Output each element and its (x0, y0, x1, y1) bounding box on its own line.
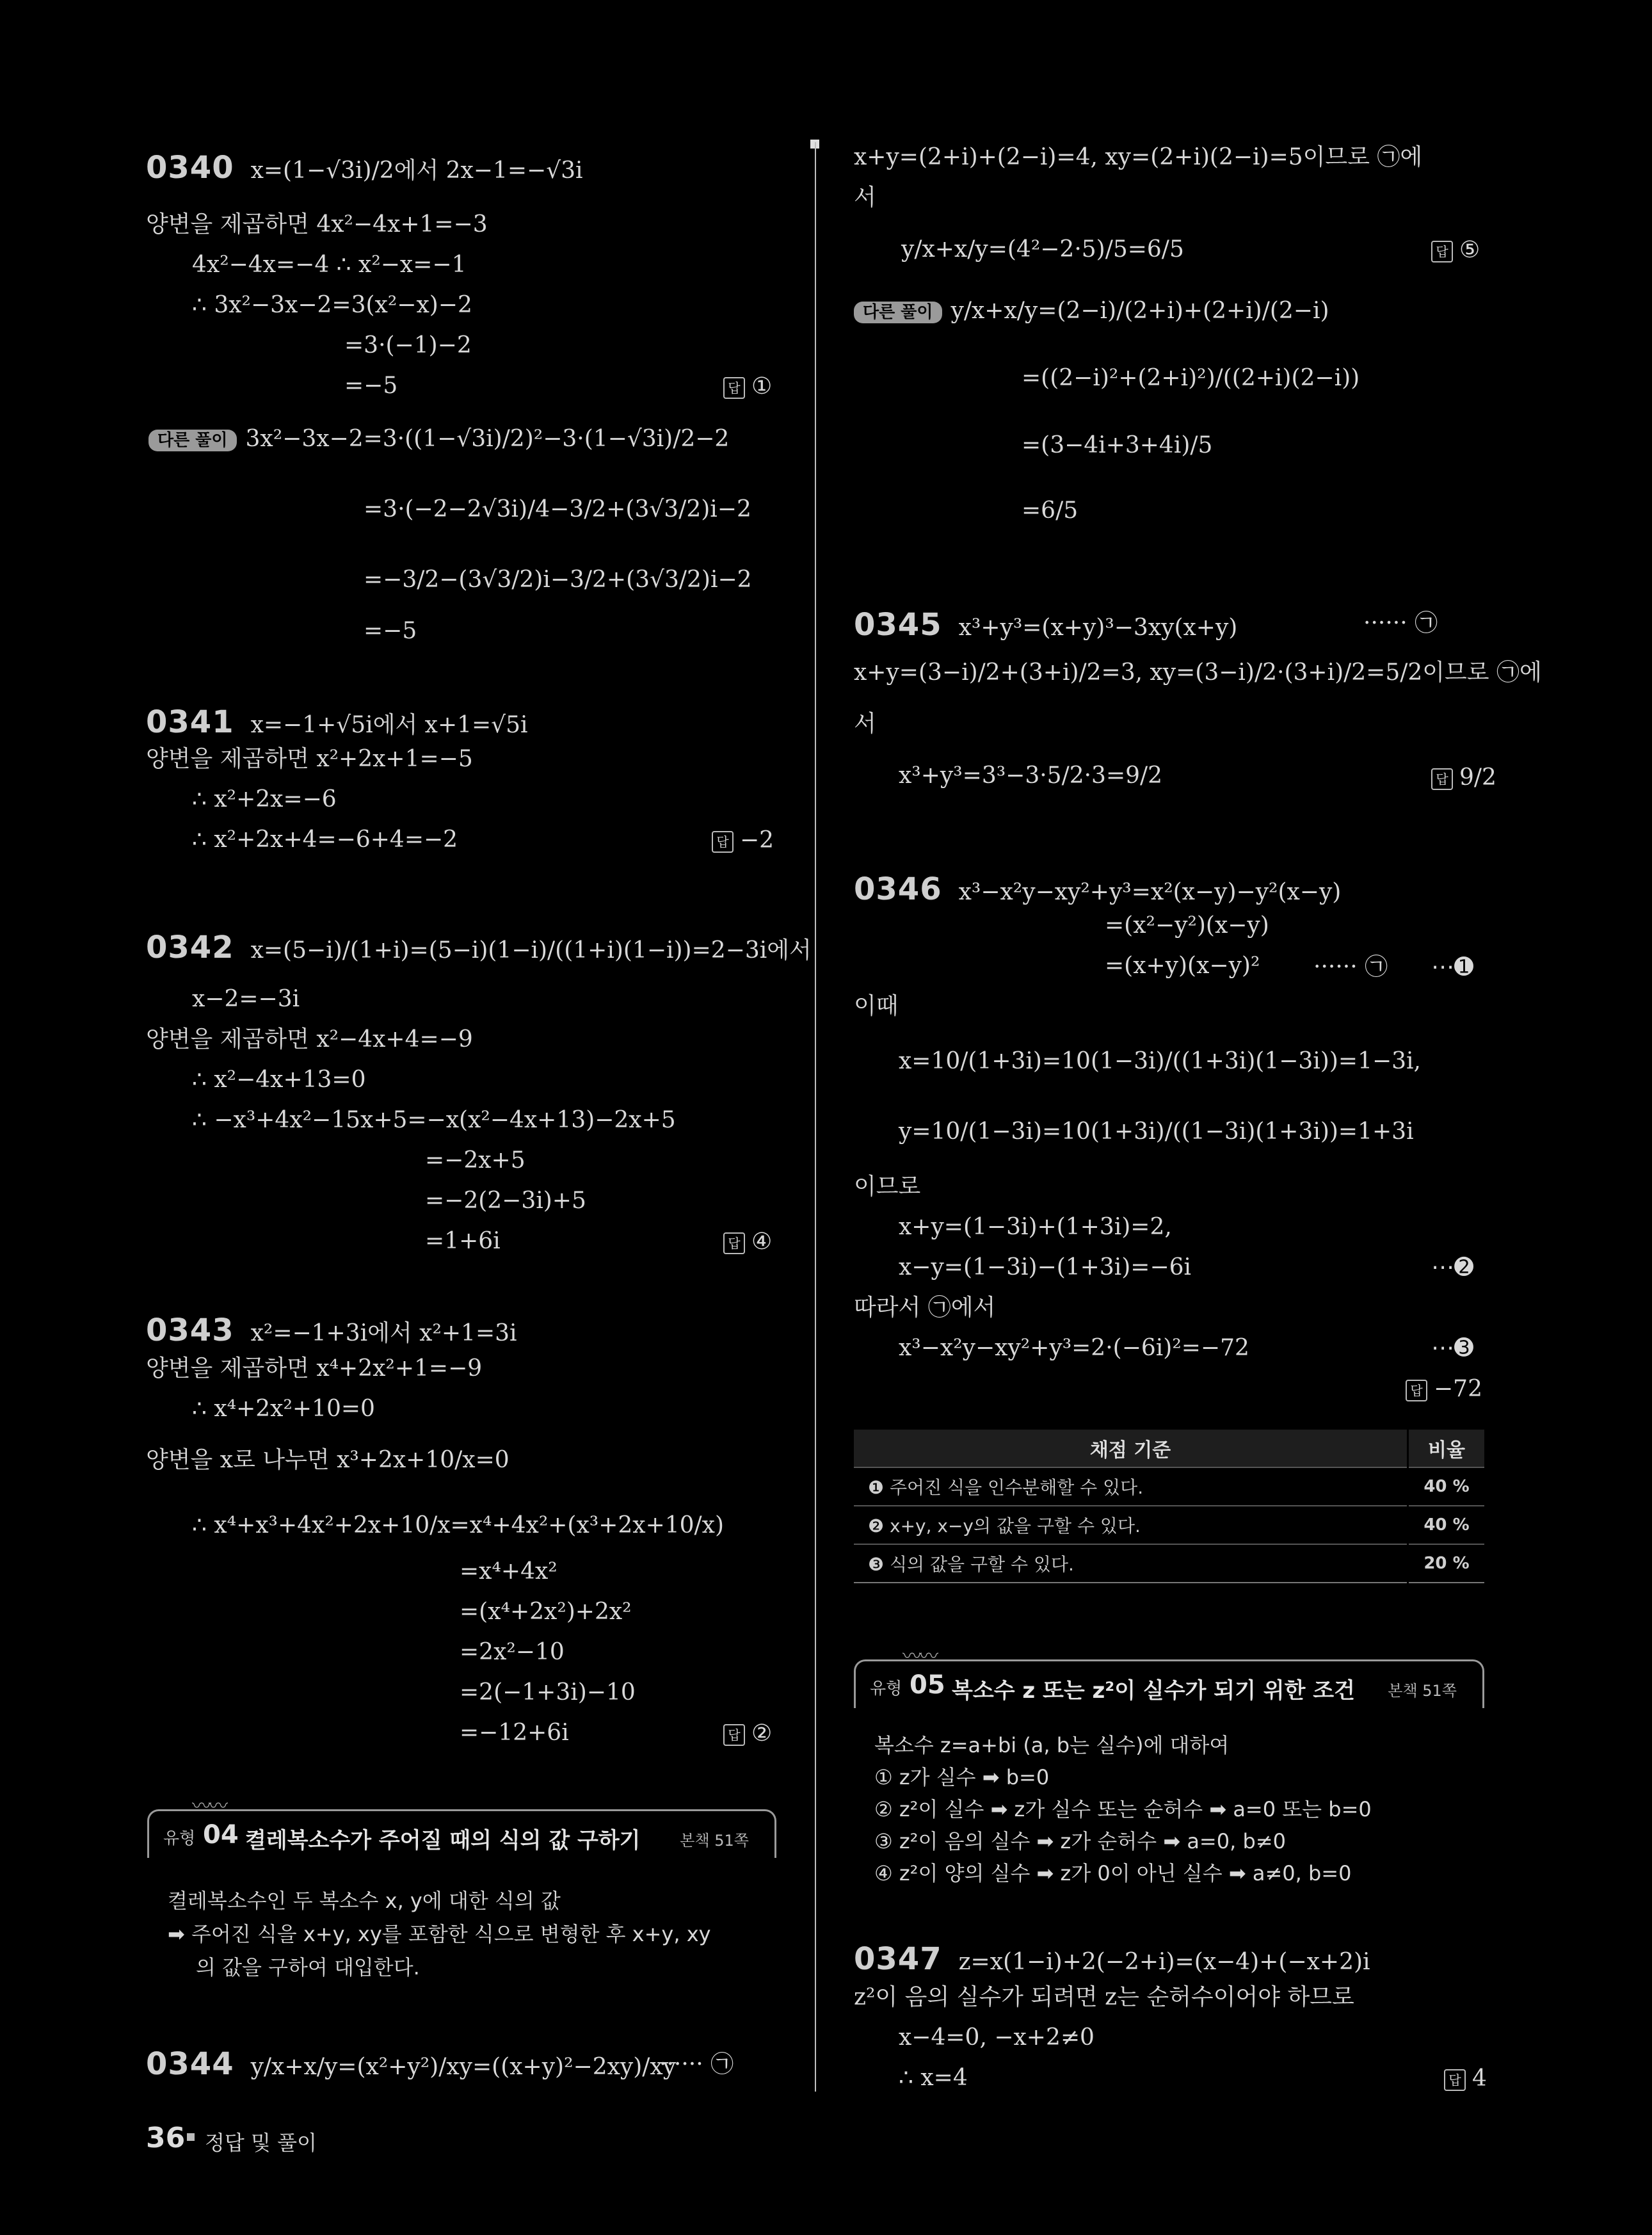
problem-0347-line1: 0347 z=x(1−i)+2(−2+i)=(x−4)+(−x+2)i (854, 1941, 1370, 1977)
p0344-alt3: =(3−4i+3+4i)/5 (1022, 432, 1213, 458)
type-04-box (147, 1809, 776, 1858)
grading-ratio: 40 % (1408, 1467, 1485, 1506)
problem-0342-line4: ∴ x²−4x+13=0 (192, 1067, 366, 1093)
problem-0340-line5: =3·(−1)−2 (344, 332, 472, 359)
grading-criterion: ❷ x+y, x−y의 값을 구할 수 있다. (854, 1506, 1408, 1544)
problem-0346-line10: 따라서 ㉠에서 (854, 1295, 996, 1321)
problem-0347-line2: z²이 음의 실수가 되려면 z는 순허수이어야 하므로 (854, 1984, 1354, 2010)
type-05-box (854, 1659, 1484, 1708)
problem-number: 0345 (854, 607, 942, 643)
answer-0347: 답 4 (1444, 2065, 1487, 2092)
problem-0347-line4: ∴ x=4 (899, 2065, 968, 2091)
type-reference: 본책 51쪽 (680, 1832, 749, 1850)
problem-number: 0347 (854, 1941, 942, 1977)
p0344-alt2: =((2−i)²+(2+i)²)/((2+i)(2−i)) (1022, 365, 1360, 391)
problem-0340-alt3: =−3/2−(3√3/2)i−3/2+(3√3/2)i−2 (364, 567, 752, 593)
problem-0345-line3: 서 (854, 711, 876, 737)
type-05-desc2: ① z가 실수 ➡ b=0 (874, 1765, 1050, 1789)
problem-0340-line4: ∴ 3x²−3x−2=3(x²−x)−2 (192, 292, 472, 318)
table-row (854, 1467, 1484, 1506)
problem-0342-line5: ∴ −x³+4x²−15x+5=−x(x²−4x+13)−2x+5 (192, 1107, 676, 1133)
problem-0342-line1: 0342 x=(5−i)/(1+i)=(5−i)(1−i)/((1+i)(1−i))=2−3i에서 (146, 930, 812, 965)
page-number: 36 (146, 2122, 186, 2154)
problem-number: 0343 (146, 1312, 234, 1348)
alt-solution-badge: 다른 풀이 (854, 302, 942, 323)
problem-0346-line3: =(x+y)(x−y)² (1105, 953, 1260, 979)
problem-number: 0340 (146, 150, 234, 186)
problem-0346-line4: 이때 (854, 993, 899, 1019)
grading-header-ratio: 비율 (1408, 1430, 1485, 1467)
answer-0343: 답 ② (723, 1720, 772, 1747)
type-title: 켤레복소수가 주어질 때의 식의 값 구하기 (245, 1828, 641, 1853)
problem-number: 0346 (854, 871, 942, 907)
problem-0346-line5: x=10/(1+3i)=10(1−3i)/((1+3i)(1−3i))=1−3i, (899, 1048, 1421, 1074)
answer-0340: 답 ① (723, 373, 772, 399)
answer-icon: 답 (1444, 2069, 1466, 2091)
answer-0341: 답 −2 (712, 827, 774, 853)
problem-0341-line3: ∴ x²+2x=−6 (192, 786, 337, 812)
problem-number: 0341 (146, 704, 234, 740)
type-04-desc1: 켤레복소수인 두 복소수 x, y에 대한 식의 값 (168, 1889, 561, 1913)
type-04-desc2: ➡ 주어진 식을 x+y, xy를 포함한 식으로 변형한 후 x+y, xy (168, 1922, 711, 1946)
type-number: 05 (910, 1670, 945, 1700)
problem-0345-mark: ······ ㉠ (1363, 610, 1438, 636)
problem-0346-line1: 0346 x³−x²y−xy²+y³=x²(x−y)−y²(x−y) (854, 871, 1342, 907)
p0344-alt4: =6/5 (1022, 497, 1079, 524)
type-04-desc3: 의 값을 구하여 대입한다. (196, 1955, 420, 1980)
answer-0344: 답 ⑤ (1431, 237, 1480, 263)
grading-table (854, 1430, 1484, 1583)
problem-0340-alt2: =3·(−2−2√3i)/4−3/2+(3√3/2)i−2 (364, 496, 751, 522)
answer-0345: 답 9/2 (1431, 764, 1496, 791)
grading-ratio: 20 % (1408, 1544, 1485, 1583)
grading-ratio: 40 % (1408, 1506, 1485, 1544)
table-row (854, 1506, 1484, 1544)
problem-0340-line6: =−5 (344, 373, 398, 399)
answer-icon: 답 (1431, 241, 1453, 262)
p0344-alt1: 다른 풀이 y/x+x/y=(2−i)/(2+i)+(2+i)/(2−i) (854, 300, 1329, 323)
problem-0340-alt4: =−5 (364, 618, 417, 644)
problem-0344-line1: 0344 y/x+x/y=(x²+y²)/xy=((x+y)²−2xy)/xy (146, 2046, 677, 2082)
grading-header-criteria: 채점 기준 (854, 1430, 1408, 1467)
grading-criterion: ❸ 식의 값을 구할 수 있다. (854, 1544, 1408, 1583)
problem-0345-line4: x³+y³=3³−3·5/2·3=9/2 (899, 762, 1163, 789)
problem-0343-line2: 양변을 제곱하면 x⁴+2x²+1=−9 (146, 1355, 483, 1382)
problem-0343-line8: =2x²−10 (460, 1639, 565, 1665)
problem-0342-line7: =−2(2−3i)+5 (425, 1188, 586, 1214)
step-2-marker: ⋯➋ (1431, 1254, 1474, 1280)
answer-icon: 답 (723, 1232, 745, 1254)
type-tag: 유형 (163, 1829, 196, 1848)
type-tag: 유형 (870, 1679, 902, 1698)
type-reference: 본책 51쪽 (1388, 1682, 1457, 1700)
answer-icon: 답 (1406, 1380, 1427, 1401)
problem-0341-line1: 0341 x=−1+√5i에서 x+1=√5i (146, 704, 528, 740)
problem-0343-line10: =−12+6i (460, 1720, 569, 1746)
problem-0346-line2: =(x²−y²)(x−y) (1105, 912, 1269, 939)
alt-solution-badge: 다른 풀이 (148, 430, 237, 451)
answer-icon: 답 (723, 377, 745, 399)
problem-number: 0344 (146, 2046, 234, 2082)
problem-0343-line3: ∴ x⁴+2x²+10=0 (192, 1396, 375, 1422)
problem-0343-line5: ∴ x⁴+x³+4x²+2x+10/x=x⁴+4x²+(x³+2x+10/x) (192, 1512, 725, 1538)
footer-square-icon (187, 2133, 195, 2141)
answer-icon: 답 (1431, 768, 1453, 790)
problem-0346-line9: x−y=(1−3i)−(1+3i)=−6i (899, 1254, 1192, 1280)
column-divider (815, 142, 816, 2092)
problem-0341-line4: ∴ x²+2x+4=−6+4=−2 (192, 827, 458, 853)
footer-label: 정답 및 풀이 (205, 2131, 317, 2155)
zigzag-icon: 〰〰 (192, 1795, 225, 1818)
problem-0342-line2: x−2=−3i (192, 986, 300, 1012)
problem-0343-line9: =2(−1+3i)−10 (460, 1679, 636, 1706)
answer-icon: 답 (712, 831, 734, 853)
zigzag-icon: 〰〰 (902, 1645, 936, 1668)
type-number: 04 (203, 1820, 239, 1850)
problem-0345-line2: x+y=(3−i)/2+(3+i)/2=3, xy=(3−i)/2·(3+i)/2=5/2이므로 ㉠에 (854, 659, 1542, 686)
type-05-desc1: 복소수 z=a+bi (a, b는 실수)에 대하여 (874, 1733, 1230, 1757)
problem-0340-line3: 4x²−4x=−4 ∴ x²−x=−1 (192, 252, 467, 278)
problem-0340-alt1: 다른 풀이 3x²−3x−2=3·((1−√3i)/2)²−3·(1−√3i)/2−2 (148, 428, 729, 451)
problem-0342-line6: =−2x+5 (425, 1147, 525, 1174)
p0344-cont-line1: x+y=(2+i)+(2−i)=4, xy=(2+i)(2−i)=5이므로 ㉠에 (854, 144, 1423, 170)
p0344-cont-line2: 서 (854, 184, 876, 211)
type-05-desc5: ④ z²이 양의 실수 ➡ z가 0이 아닌 실수 ➡ a≠0, b=0 (874, 1861, 1352, 1885)
problem-0341-line2: 양변을 제곱하면 x²+2x+1=−5 (146, 746, 473, 772)
answer-0342: 답 ④ (723, 1229, 772, 1255)
p0344-cont-line3: y/x+x/y=(4²−2·5)/5=6/5 (901, 236, 1184, 262)
problem-0346-mark: ······ ㉠ (1313, 954, 1388, 980)
problem-0340-line1: 0340 x=(1−√3i)/2에서 2x−1=−√3i (146, 150, 583, 186)
problem-0343-line4: 양변을 x로 나누면 x³+2x+10/x=0 (146, 1447, 509, 1473)
problem-0342-line3: 양변을 제곱하면 x²−4x+4=−9 (146, 1026, 473, 1053)
problem-0346-line8: x+y=(1−3i)+(1+3i)=2, (899, 1214, 1172, 1240)
grading-header-row (854, 1430, 1484, 1467)
problem-0343-line1: 0343 x²=−1+3i에서 x²+1=3i (146, 1312, 517, 1348)
problem-0344-mark: ······ ㉠ (659, 2051, 734, 2078)
problem-0340-line2: 양변을 제곱하면 4x²−4x+1=−3 (146, 211, 488, 238)
problem-0343-line6: =x⁴+4x² (460, 1558, 557, 1585)
problem-0346-line7: 이므로 (854, 1174, 921, 1200)
problem-0345-line1: 0345 x³+y³=(x+y)³−3xy(x+y) (854, 607, 1238, 643)
type-05-desc3: ② z²이 실수 ➡ z가 실수 또는 순허수 ➡ a=0 또는 b=0 (874, 1797, 1372, 1821)
grading-criterion: ❶ 주어진 식을 인수분해할 수 있다. (854, 1467, 1408, 1506)
answer-icon: 답 (723, 1724, 745, 1746)
table-row (854, 1544, 1484, 1583)
step-1-marker: ⋯➊ (1431, 954, 1474, 980)
answer-0346: 답 −72 (1406, 1376, 1482, 1402)
step-3-marker: ⋯➌ (1431, 1335, 1474, 1361)
problem-0346-line11: x³−x²y−xy²+y³=2·(−6i)²=−72 (899, 1335, 1249, 1361)
problem-number: 0342 (146, 930, 234, 965)
problem-0346-line6: y=10/(1−3i)=10(1+3i)/((1−3i)(1+3i))=1+3i (899, 1118, 1414, 1145)
problem-0347-line3: x−4=0, −x+2≠0 (899, 2024, 1095, 2051)
problem-0342-line8: =1+6i (425, 1228, 501, 1254)
type-title: 복소수 z 또는 z²이 실수가 되기 위한 조건 (952, 1678, 1355, 1704)
problem-0343-line7: =(x⁴+2x²)+2x² (460, 1599, 632, 1625)
type-05-desc4: ③ z²이 음의 실수 ➡ z가 순허수 ➡ a=0, b≠0 (874, 1829, 1286, 1853)
